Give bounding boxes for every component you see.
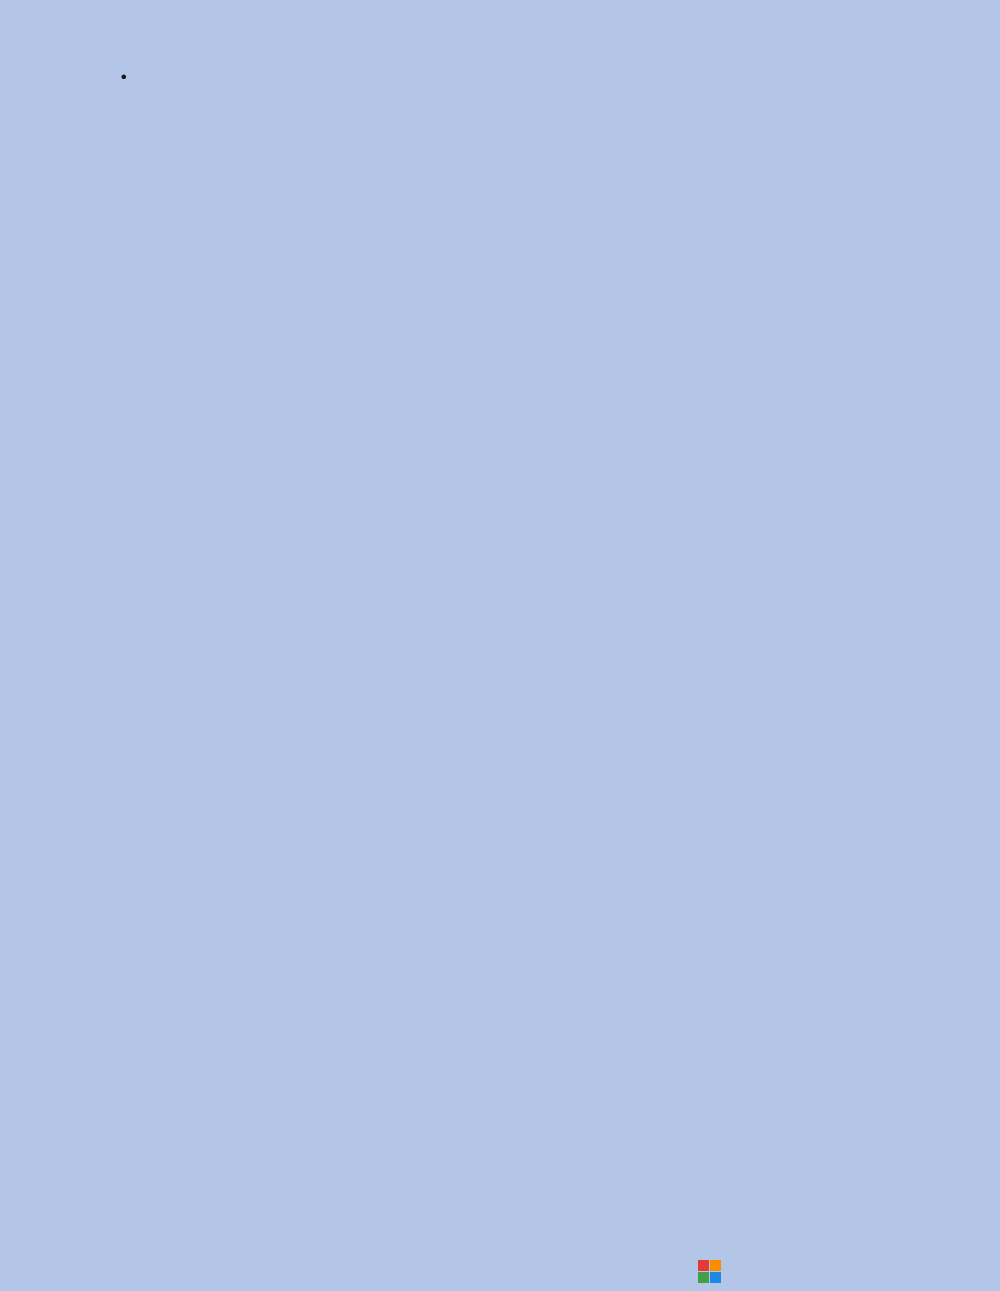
logo-letter (710, 1260, 721, 1271)
pencil-border-left (38, 52, 52, 1240)
worksheet-content (92, 66, 924, 132)
pencil-border-bottom (40, 1238, 960, 1252)
logo-letter (698, 1260, 709, 1271)
pencil-border-top (40, 38, 960, 52)
logo-letter (710, 1272, 721, 1283)
pencil-border-right (948, 52, 962, 1240)
logo-icon (698, 1260, 721, 1283)
liveworksheets-logo (698, 1258, 725, 1284)
section-title-crisis (92, 81, 924, 107)
logo-letter (698, 1272, 709, 1283)
